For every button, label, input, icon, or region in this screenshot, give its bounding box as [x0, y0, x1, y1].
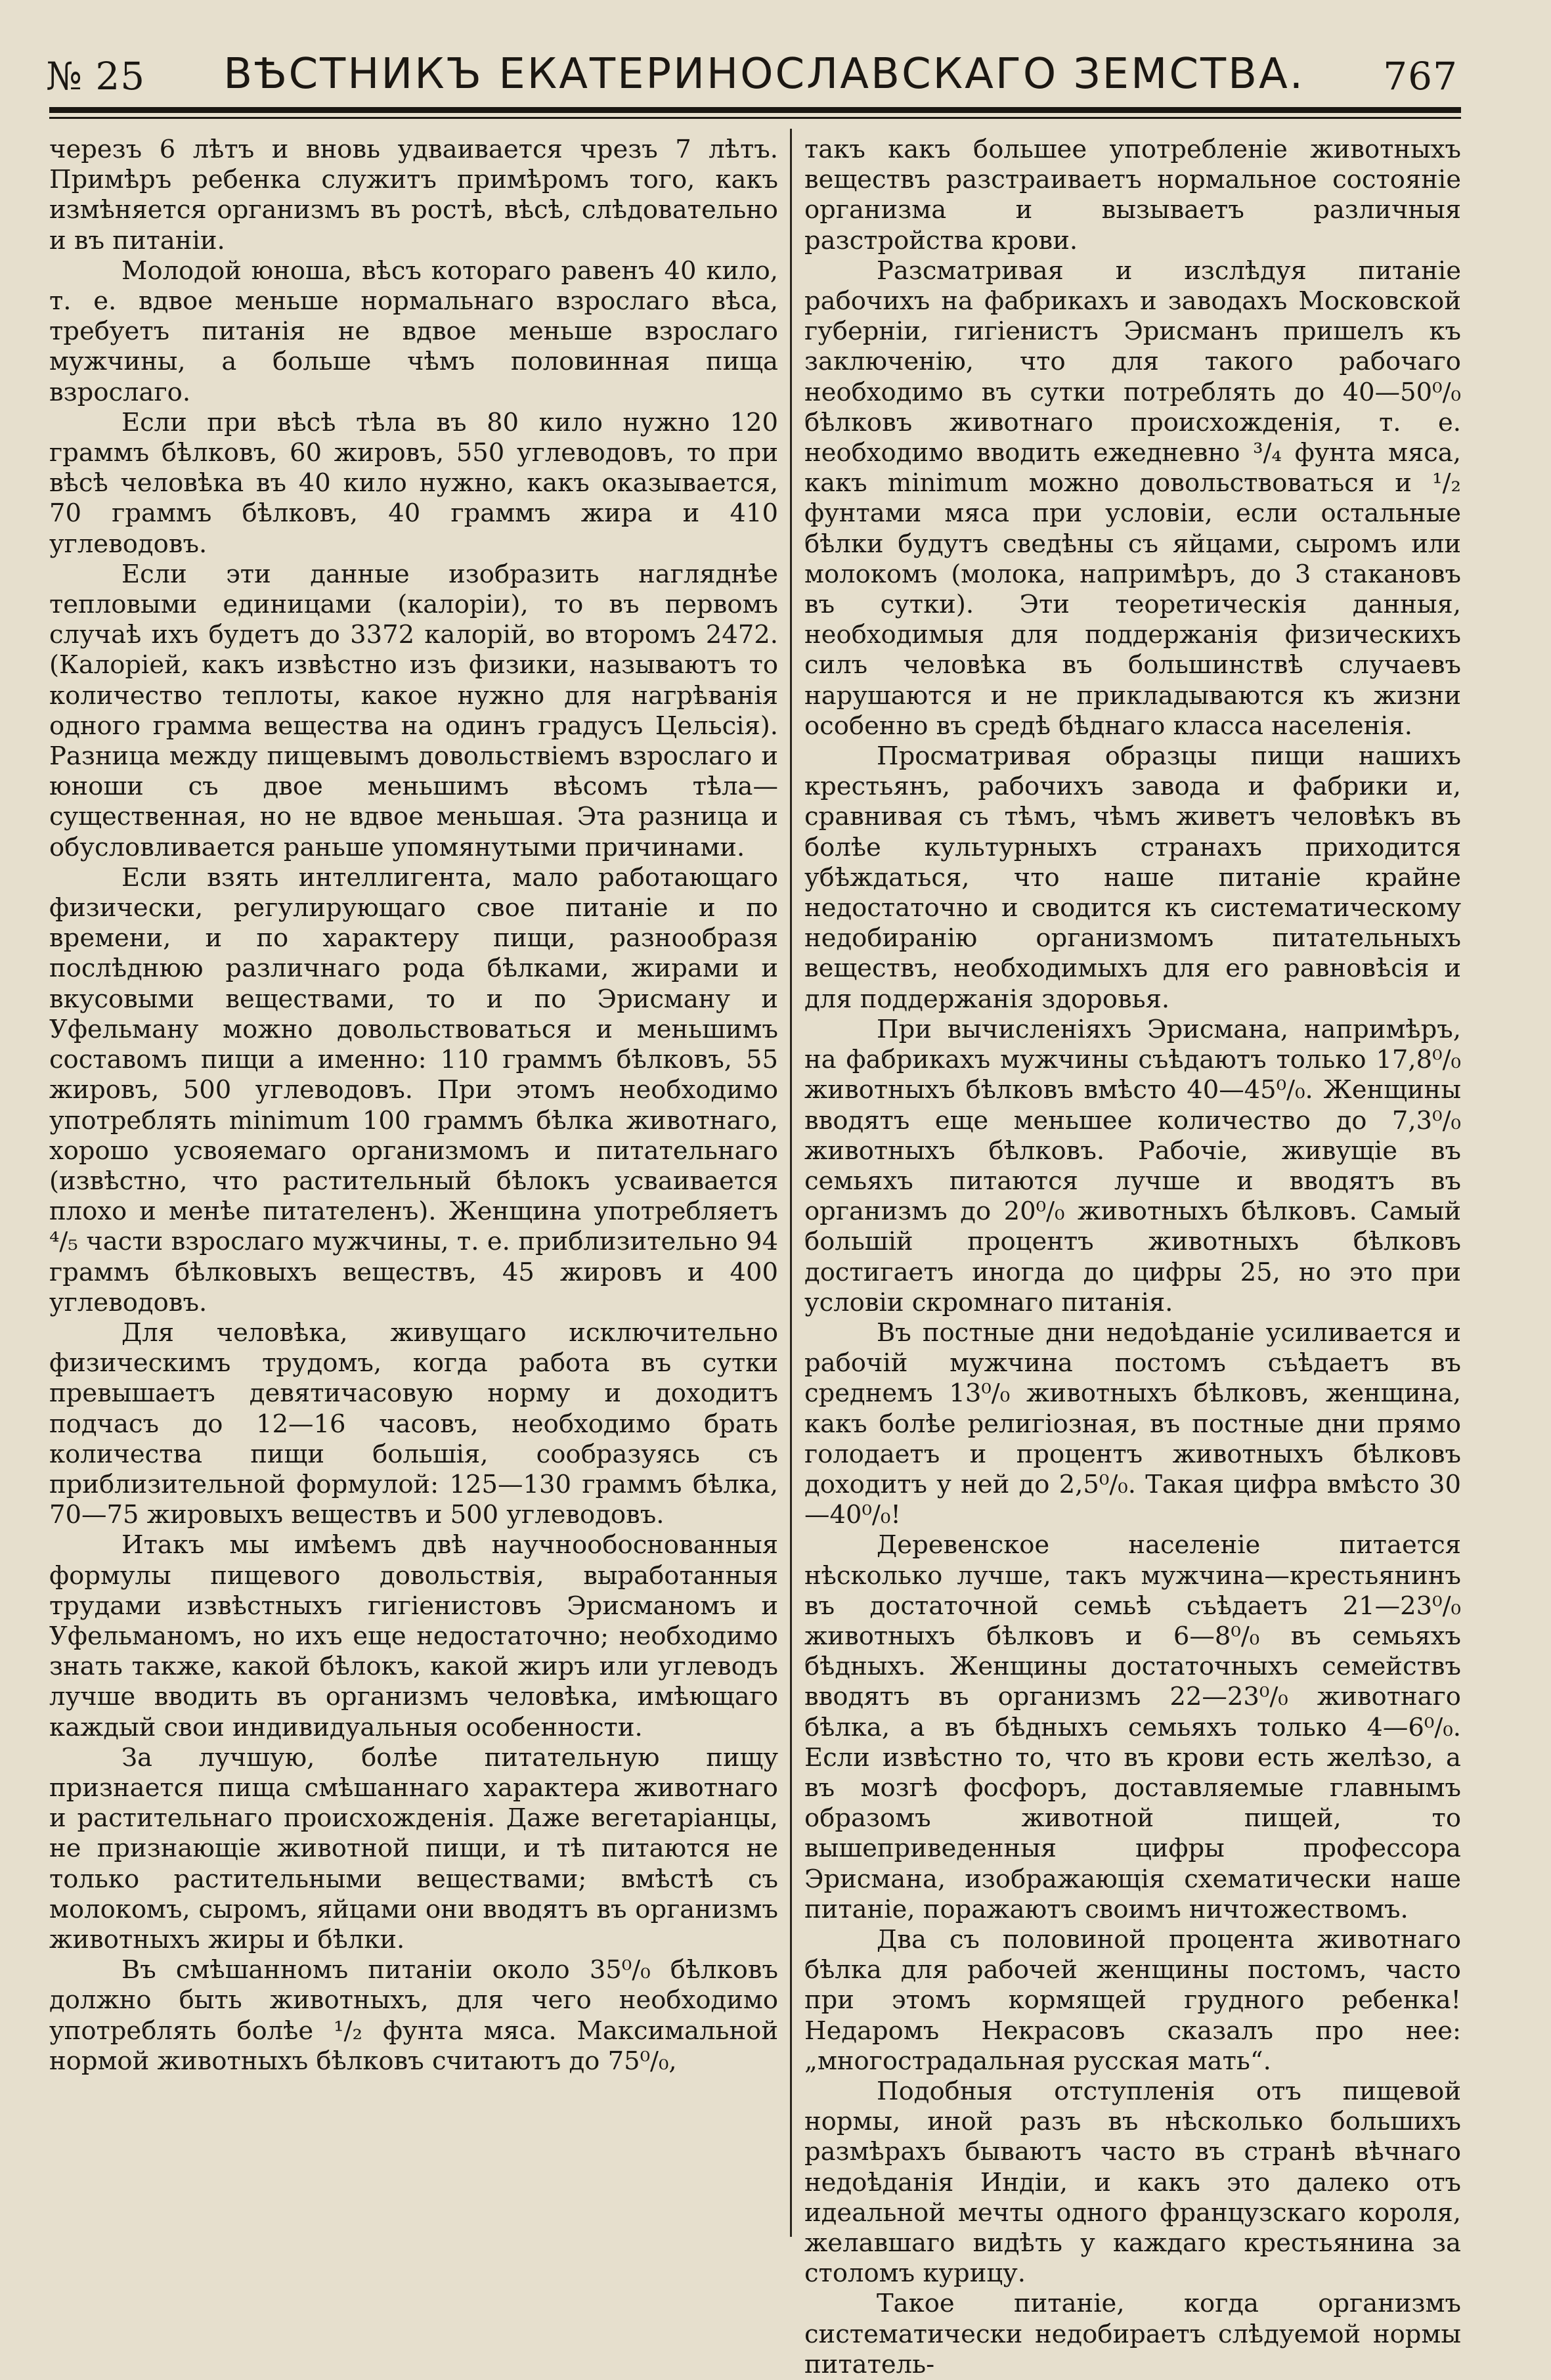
- paragraph: Деревенское населеніе питается нѣсколько лучше, такъ мужчина—крестьянинъ въ достаточной семьѣ съѣдаетъ 21—23⁰/₀ животныхъ бѣлковъ и 6—8⁰/₀ въ семьяхъ бѣдныхъ. Женщины достаточныхъ семействъ вводятъ въ организмъ 22—23⁰/₀ животнаго бѣлка, а въ бѣдныхъ семьяхъ только 4—6⁰/₀. Если извѣстно то, что въ крови есть желѣзо, а въ мозгѣ фосфоръ, доставляемые главнымъ образомъ животной пищей, то вышеприведенныя цифры профессора Эрисмана, изображающія схематически наше питаніе, поражаютъ своимъ ничтожествомъ.: [804, 1530, 1461, 1924]
- journal-title: ВѢСТНИКЪ ЕКАТЕРИНОСЛАВСКАГО ЗЕМСТВА.: [223, 50, 1305, 99]
- paragraph: Подобныя отступленія отъ пищевой нормы, иной разъ въ нѣсколько большихъ размѣрахъ бываютъ часто въ странѣ вѣчнаго недоѣданія Индіи, и какъ это далеко отъ идеальной мечты одного французскаго короля, желавшаго видѣть у каждаго крестьянина за столомъ курицу.: [804, 2077, 1461, 2289]
- paragraph: черезъ 6 лѣтъ и вновь удваивается чрезъ 7 лѣтъ. Примѣръ ребенка служитъ примѣромъ того, какъ измѣняется организмъ въ ростѣ, вѣсѣ, слѣдовательно и въ питаніи.: [49, 135, 778, 255]
- paragraph: Если взять интеллигента, мало работающаго физически, регулирующаго свое питаніе и по времени, и по характеру пищи, разнообразя послѣднюю различнаго рода бѣлками, жирами и вкусовыми веществами, то и по Эрисману и Уфельману можно довольствоваться и меньшимъ составомъ пищи а именно: 110 граммъ бѣлковъ, 55 жировъ, 500 углеводовъ. При этомъ необходимо употреблять minimum 100 граммъ бѣлка животнаго, хорошо усвояемаго организмомъ и питательнаго (извѣстно, что растительный бѣлокъ усваивается плохо и менѣе питателенъ). Женщина употребляетъ ⁴/₅ части взрослаго мужчины, т. е. приблизительно 94 граммъ бѣлковыхъ веществъ, 45 жировъ и 400 углеводовъ.: [49, 862, 778, 1317]
- header-rule-thick: [49, 107, 1461, 113]
- paragraph: Два съ половиной процента животнаго бѣлка для рабочей женщины постомъ, часто при этомъ кормящей грудного ребенка! Недаромъ Некрасовъ сказалъ про нее: „многострадальная русская мать“.: [804, 1924, 1461, 2076]
- left-column: [49, 135, 778, 2236]
- paragraph: Въ постные дни недоѣданіе усиливается и рабочій мужчина постомъ съѣдаетъ въ среднемъ 13⁰/₀ животныхъ бѣлковъ, женщина, какъ болѣе религіозная, въ постные дни прямо голодаетъ и процентъ животныхъ бѣлковъ доходитъ у ней до 2,5⁰/₀. Такая цифра вмѣсто 30—40⁰/₀!: [804, 1317, 1461, 1530]
- paragraph: Молодой юноша, вѣсъ котораго равенъ 40 кило, т. е. вдвое меньше нормальнаго взрослаго вѣса, требуетъ питанія не вдвое меньше взрослаго мужчины, а больше чѣмъ половинная пища взрослаго.: [49, 255, 778, 407]
- page-number: 767: [1383, 54, 1458, 99]
- paragraph: Разсматривая и изслѣдуя питаніе рабочихъ на фабрикахъ и заводахъ Московской губерніи, гигіенистъ Эрисманъ пришелъ къ заключенію, что для такого рабочаго необходимо въ сутки потреблять до 40—50⁰/₀ бѣлковъ животнаго происхожденія, т. е. необходимо вводить ежедневно ³/₄ фунта мяса, какъ minimum можно довольствоваться и ¹/₂ фунтами мяса при условіи, если остальные бѣлки будутъ сведѣны съ яйцами, сыромъ или молокомъ (молока, напримѣръ, до 3 стакановъ въ сутки). Эти теоретическія данныя, необходимыя для поддержанія физическихъ силъ человѣка въ большинствѣ случаевъ нарушаются и не прикладываются къ жизни особенно въ средѣ бѣднаго класса населенія.: [804, 255, 1461, 741]
- paragraph: Въ смѣшанномъ питаніи около 35⁰/₀ бѣлковъ должно быть животныхъ, для чего необходимо употреблять болѣе ¹/₂ фунта мяса. Максимальной нормой животныхъ бѣлковъ считаютъ до 75⁰/₀,: [49, 1955, 778, 2076]
- right-column: [804, 135, 1461, 2379]
- paragraph: Итакъ мы имѣемъ двѣ научнообоснованныя формулы пищевого довольствія, выработанныя трудами извѣстныхъ гигіенистовъ Эрисманомъ и Уфельманомъ, но ихъ еще недостаточно; необходимо знать также, какой бѣлокъ, какой жиръ или углеводъ лучше вводить въ организмъ человѣка, имѣющаго каждый свои индивидуальныя особенности.: [49, 1530, 778, 1742]
- page-header: [46, 26, 1458, 99]
- header-rule-thin: [49, 117, 1461, 119]
- paragraph: Для человѣка, живущаго исключительно физическимъ трудомъ, когда работа въ сутки превышаетъ девятичасовую норму и доходитъ подчасъ до 12—16 часовъ, необходимо брать количества пищи большія, сообразуясь съ приблизительной формулой: 125—130 граммъ бѣлка, 70—75 жировыхъ веществъ и 500 углеводовъ.: [49, 1317, 778, 1530]
- paragraph: Если эти данные изобразить нагляднѣе тепловыми единицами (калоріи), то въ первомъ случаѣ ихъ будетъ до 3372 калорій, во второмъ 2472. (Калоріей, какъ извѣстно изъ физики, называютъ то количество теплоты, какое нужно для нагрѣванія одного грамма вещества на одинъ градусъ Цельсія). Разница между пищевымъ довольствіемъ взрослаго и юноши съ двое меньшимъ вѣсомъ тѣла—существенная, но не вдвое меньшая. Эта разница и обусловливается раньше упомянутыми причинами.: [49, 559, 778, 862]
- paragraph: При вычисленіяхъ Эрисмана, напримѣръ, на фабрикахъ мужчины съѣдаютъ только 17,8⁰/₀ животныхъ бѣлковъ вмѣсто 40—45⁰/₀. Женщины вводятъ еще меньшее количество до 7,3⁰/₀ животныхъ бѣлковъ. Рабочіе, живущіе въ семьяхъ питаются лучше и вводятъ въ организмъ до 20⁰/₀ животныхъ бѣлковъ. Самый большій процентъ животныхъ бѣлковъ достигаетъ иногда до цифры 25, но это при условіи скромнаго питанія.: [804, 1014, 1461, 1317]
- paragraph: За лучшую, болѣе питательную пищу признается пища смѣшаннаго характера животнаго и растительнаго происхожденія. Даже вегетаріанцы, не признающіе животной пищи, и тѣ питаются не только растительными веществами; вмѣстѣ съ молокомъ, сыромъ, яйцами они вводятъ въ организмъ животныхъ жиры и бѣлки.: [49, 1742, 778, 1954]
- column-divider: [790, 129, 792, 2237]
- paragraph: Такое питаніе, когда организмъ систематически недобираетъ слѣдуемой нормы питатель-: [804, 2289, 1461, 2379]
- paragraph: Если при вѣсѣ тѣла въ 80 кило нужно 120 граммъ бѣлковъ, 60 жировъ, 550 углеводовъ, то при вѣсѣ человѣка въ 40 кило нужно, какъ оказывается, 70 граммъ бѣлковъ, 40 граммъ жира и 410 углеводовъ.: [49, 407, 778, 559]
- issue-number: № 25: [46, 54, 146, 99]
- paragraph: Просматривая образцы пищи нашихъ крестьянъ, рабочихъ завода и фабрики и, сравнивая съ тѣмъ, чѣмъ живетъ человѣкъ въ болѣе культурныхъ странахъ приходится убѣждаться, что наше питаніе крайне недостаточно и сводится къ систематическому недобиранію организмомъ питательныхъ веществъ, необходимыхъ для его равновѣсія и для поддержанія здоровья.: [804, 741, 1461, 1014]
- paragraph: такъ какъ большее употребленіе животныхъ веществъ разстраиваетъ нормальное состояніе организма и вызываетъ различныя разстройства крови.: [804, 135, 1461, 255]
